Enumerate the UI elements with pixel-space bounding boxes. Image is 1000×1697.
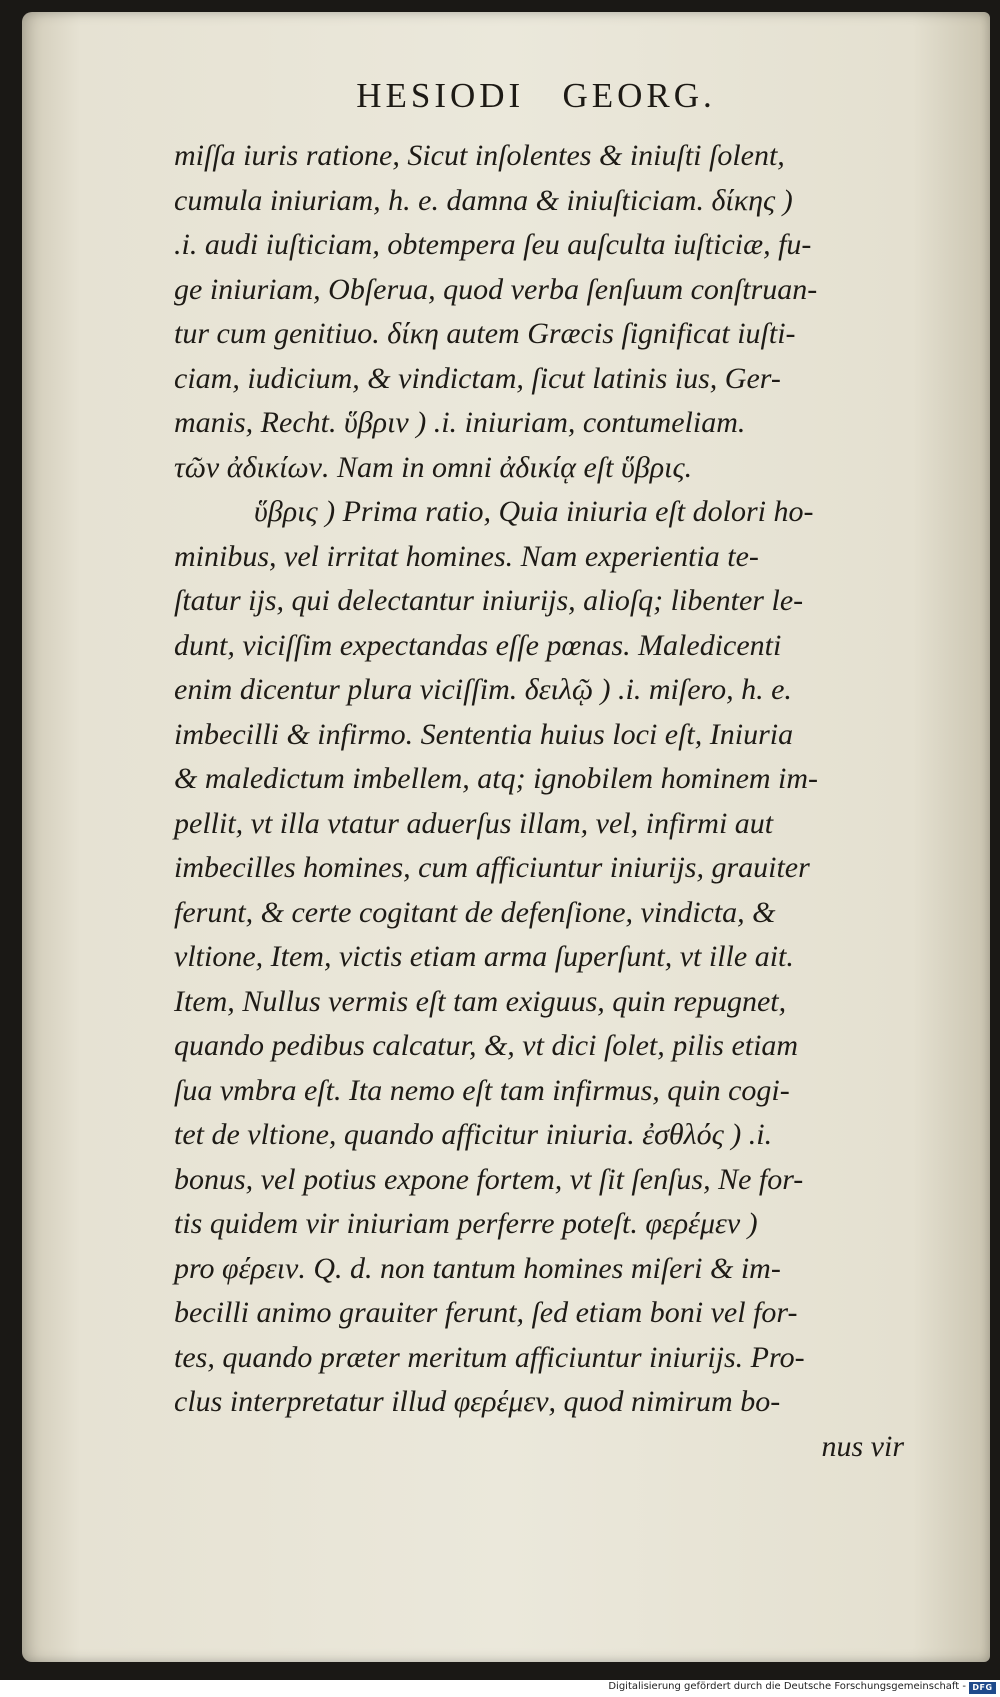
text-line: miſſa iuris ratione, Sicut inſolentes & iniuſti ſolent, bbox=[174, 139, 785, 172]
text-line: τῶν ἀδικίων. Nam in omni ἀδικίᾳ eſt ὕβρις. bbox=[174, 450, 693, 484]
text-line: becilli animo grauiter ferunt, ſed etiam boni vel for- bbox=[174, 1296, 798, 1329]
text-line: cumula iniuriam, h. e. damna & iniuſticiam. δίκης ) bbox=[174, 183, 793, 217]
text-line: tur cum genitiuo. δίκη autem Græcis ſignificat iuſti- bbox=[174, 317, 796, 350]
text-line: enim dicentur plura viciſſim. δειλῷ ) .i. miſero, h. e. bbox=[174, 673, 792, 706]
book-page bbox=[22, 12, 990, 1662]
text-line: & maledictum imbellem, atq; ignobilem hominem im- bbox=[174, 762, 819, 795]
text-line: Item, Nullus vermis eſt tam exiguus, quin repugnet, bbox=[174, 984, 787, 1018]
text-line: vltione, Item, victis etiam arma ſuperſunt, vt ille ait. bbox=[174, 940, 794, 973]
running-head: HESIODI GEORG. bbox=[356, 76, 716, 115]
text-line: imbecilles homines, cum afficiuntur iniurijs, grauiter bbox=[174, 851, 810, 884]
text-line: pro φέρειν. Q. d. non tantum homines miſeri & im- bbox=[174, 1251, 781, 1285]
catchword: nus vir bbox=[821, 1429, 904, 1463]
text-line: pellit, vt illa vtatur aduerſus illam, vel, infirmi aut bbox=[174, 806, 774, 840]
funding-credit: Digitalisierung gefördert durch die Deutsche Forschungsgemeinschaft - bbox=[608, 1681, 966, 1692]
text-line: ſtatur ijs, qui delectantur iniurijs, alioſq; libenter le- bbox=[174, 584, 804, 617]
text-line: tis quidem vir iniuriam perferre poteſt. φερέμεν ) bbox=[174, 1207, 758, 1240]
text-line: minibus, vel irritat homines. Nam experientia te- bbox=[174, 539, 759, 573]
text-line: tes, quando præter meritum afficiuntur iniurijs. Pro- bbox=[174, 1340, 805, 1374]
text-line: manis, Recht. ὕβριν ) .i. iniuriam, contumeliam. bbox=[174, 406, 746, 439]
dfg-logo: DFG bbox=[969, 1682, 996, 1694]
text-line: ge iniuriam, Obſerua, quod verba ſenſuum conſtruan- bbox=[174, 272, 818, 306]
text-line: bonus, vel potius expone fortem, vt ſit ſenſus, Ne for- bbox=[174, 1162, 804, 1196]
text-line: imbecilli & infirmo. Sententia huius loci eſt, Iniuria bbox=[174, 717, 794, 751]
text-line: ſua vmbra eſt. Ita nemo eſt tam infirmus, quin cogi- bbox=[174, 1073, 790, 1107]
text-line: ferunt, & certe cogitant de defenſione, vindicta, & bbox=[174, 895, 776, 929]
text-line: ὕβρις ) Prima ratio, Quia iniuria eſt dolori ho- bbox=[254, 495, 814, 528]
body-text bbox=[174, 134, 964, 1469]
text-line: clus interpretatur illud φερέμεν, quod nimirum bo- bbox=[174, 1385, 781, 1418]
text-line: dunt, viciſſim expectandas eſſe pœnas. Maledicenti bbox=[174, 628, 782, 662]
text-line: ciam, iudicium, & vindictam, ſicut latinis ius, Ger- bbox=[174, 361, 781, 395]
text-line: .i. audi iuſticiam, obtempera ſeu auſculta iuſticiæ, fu- bbox=[174, 228, 812, 261]
text-line: quando pedibus calcatur, &, vt dici ſolet, pilis etiam bbox=[174, 1029, 799, 1062]
text-line: tet de vltione, quando afficitur iniuria. ἐσθλός ) .i. bbox=[174, 1118, 773, 1151]
